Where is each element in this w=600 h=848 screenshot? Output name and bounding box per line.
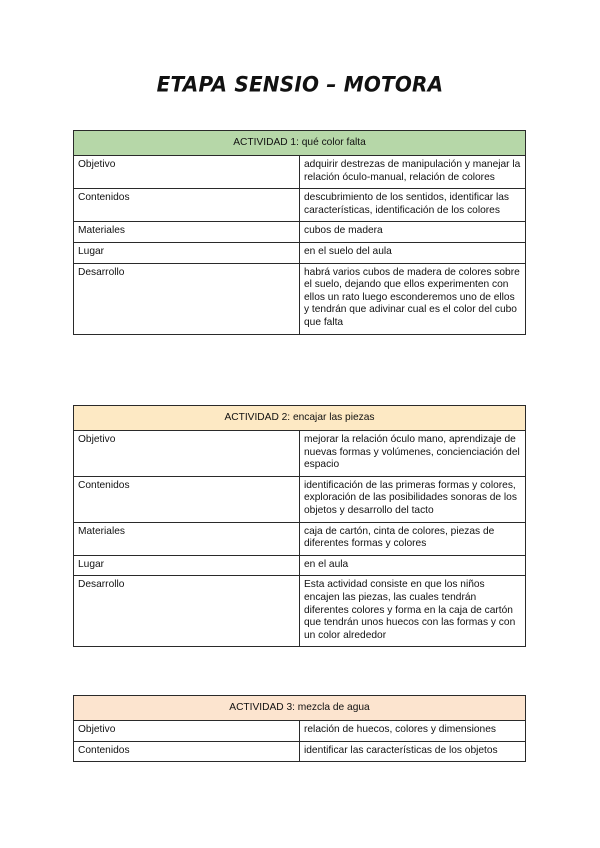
row-value: en el suelo del aula bbox=[300, 242, 526, 263]
row-value: en el aula bbox=[300, 555, 526, 576]
activity-table-3 bbox=[73, 695, 526, 762]
row-label: Objetivo bbox=[74, 156, 300, 189]
row-value: caja de cartón, cinta de colores, piezas de diferentes formas y colores bbox=[300, 522, 526, 555]
table-row bbox=[74, 476, 526, 522]
activity-table-2 bbox=[73, 405, 526, 647]
table-row bbox=[74, 741, 526, 762]
table-row bbox=[74, 156, 526, 189]
table-row bbox=[74, 522, 526, 555]
page-title: ETAPA SENSIO – MOTORA bbox=[156, 71, 444, 97]
row-value: identificación de las primeras formas y colores, exploración de las posibilidades sonoras de los objetos y desarrollo del tacto bbox=[300, 476, 526, 522]
row-label: Lugar bbox=[74, 242, 300, 263]
row-label: Objetivo bbox=[74, 721, 300, 742]
row-value: identificar las características de los objetos bbox=[300, 741, 526, 762]
table-row bbox=[74, 189, 526, 222]
row-value: cubos de madera bbox=[300, 222, 526, 243]
row-value: descubrimiento de los sentidos, identificar las características, identificación de los colores bbox=[300, 189, 526, 222]
table-row bbox=[74, 242, 526, 263]
table-row bbox=[74, 263, 526, 334]
row-value: Esta actividad consiste en que los niños encajen las piezas, las cuales tendrán diferentes colores y forma en la caja de cartón que tendrán unos huecos con las formas y con un color alrededor bbox=[300, 576, 526, 647]
row-value: relación de huecos, colores y dimensiones bbox=[300, 721, 526, 742]
row-value: adquirir destrezas de manipulación y manejar la relación óculo-manual, relación de colores bbox=[300, 156, 526, 189]
row-label: Contenidos bbox=[74, 741, 300, 762]
activity-header: ACTIVIDAD 2: encajar las piezas bbox=[74, 406, 526, 431]
table-row bbox=[74, 721, 526, 742]
table-row bbox=[74, 555, 526, 576]
row-label: Contenidos bbox=[74, 189, 300, 222]
row-label: Lugar bbox=[74, 555, 300, 576]
row-label: Objetivo bbox=[74, 431, 300, 477]
row-label: Materiales bbox=[74, 522, 300, 555]
table-row bbox=[74, 576, 526, 647]
activity-table-1 bbox=[73, 130, 526, 335]
row-label: Desarrollo bbox=[74, 263, 300, 334]
row-label: Materiales bbox=[74, 222, 300, 243]
row-label: Desarrollo bbox=[74, 576, 300, 647]
table-row bbox=[74, 222, 526, 243]
activity-header: ACTIVIDAD 3: mezcla de agua bbox=[74, 696, 526, 721]
row-value: mejorar la relación óculo mano, aprendizaje de nuevas formas y volúmenes, concienciación del espacio bbox=[300, 431, 526, 477]
row-label: Contenidos bbox=[74, 476, 300, 522]
row-value: habrá varios cubos de madera de colores sobre el suelo, dejando que ellos experimenten con ellos un rato luego esconderemos uno de ellos y tendrán que adivinar cual es el color del cubo que falta bbox=[300, 263, 526, 334]
table-row bbox=[74, 431, 526, 477]
activity-header: ACTIVIDAD 1: qué color falta bbox=[74, 131, 526, 156]
